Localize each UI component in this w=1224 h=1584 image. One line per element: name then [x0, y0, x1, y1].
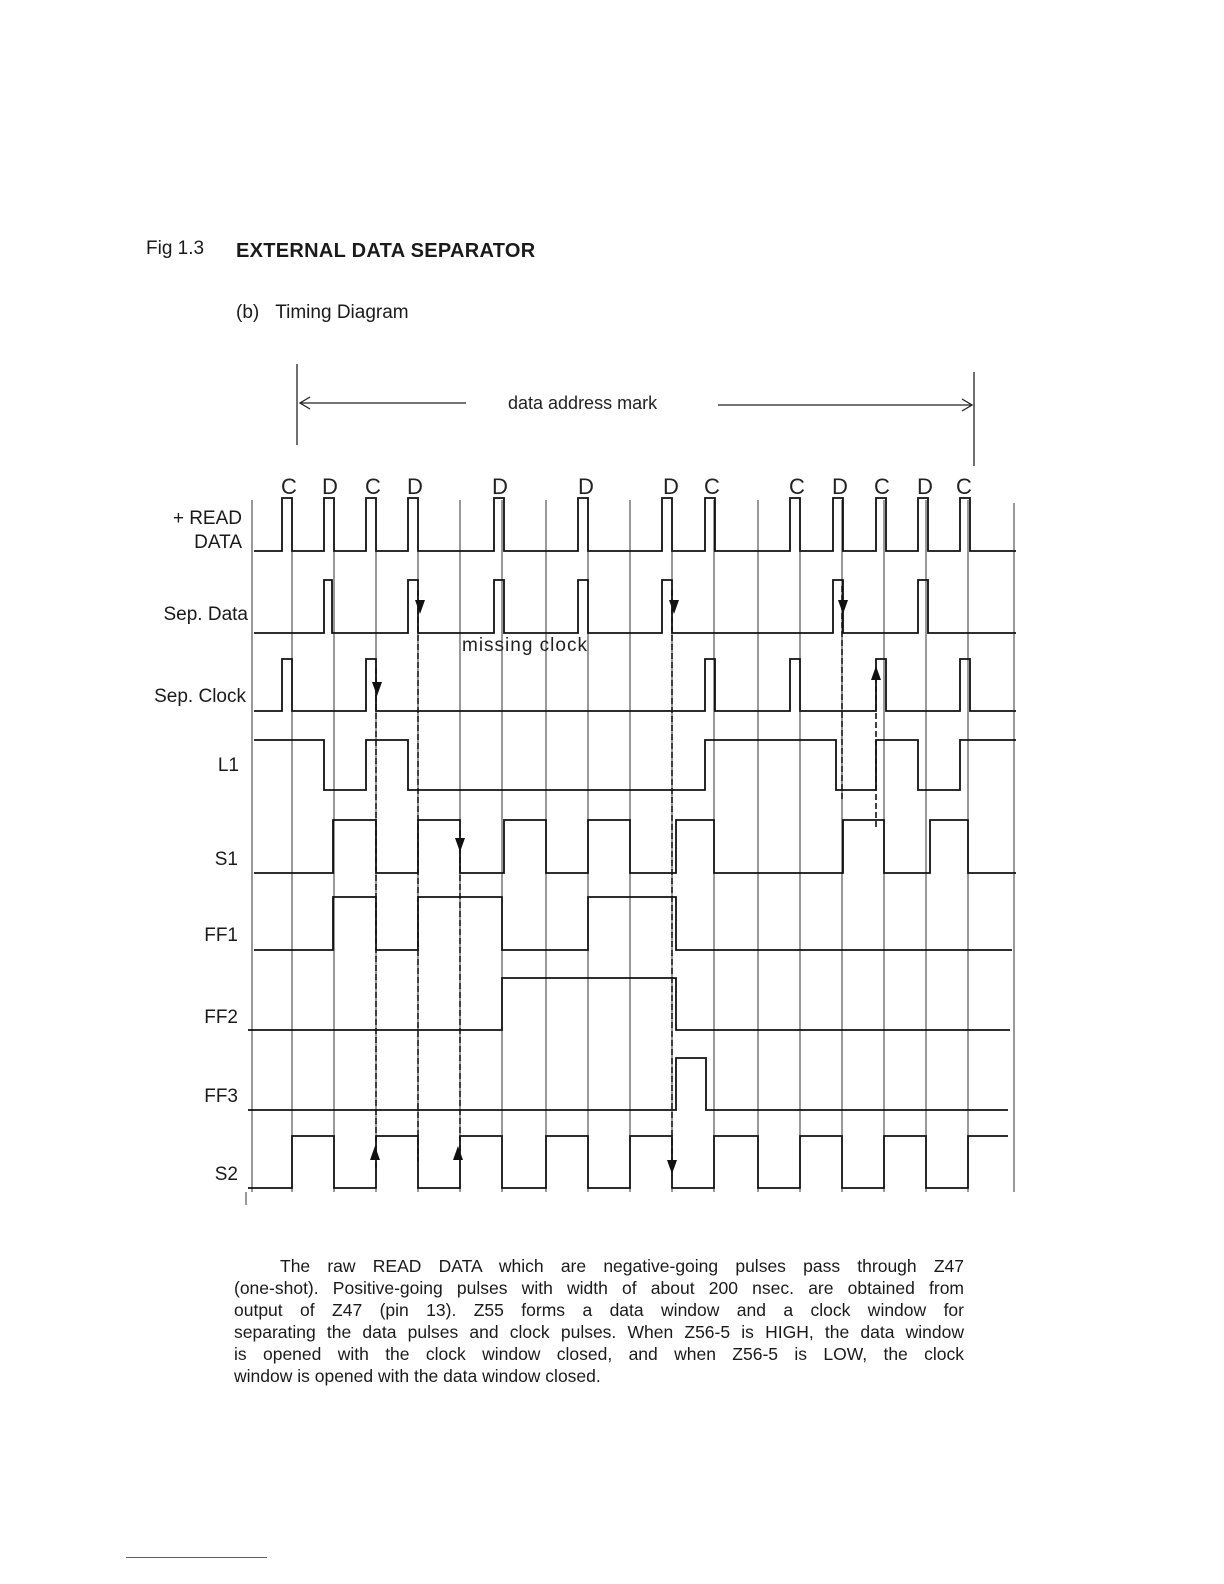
- caption-paragraph: [234, 1255, 964, 1387]
- bit-label-c-12: C: [956, 474, 972, 499]
- arrowhead-sep-data-1: [415, 600, 425, 614]
- bit-label-d-5: D: [578, 474, 594, 499]
- caption-line: The raw READ DATA which are negative-going pulses pass through Z47: [280, 1256, 964, 1276]
- cause-lines: [376, 586, 876, 1175]
- bit-label-c-0: C: [281, 474, 297, 499]
- label-l1: L1: [217, 755, 239, 776]
- arrowhead-s1: [455, 838, 465, 852]
- label-sep-data: Sep. Data: [163, 604, 248, 625]
- wave-read-data: [254, 498, 1016, 551]
- caption-line: output of Z47 (pin 13). Z55 forms a data window and a clock window for: [234, 1300, 964, 1320]
- missing-clock-annotation: missing clock: [462, 635, 588, 656]
- arrowhead-s2-3: [667, 1160, 677, 1174]
- caption-line: window is opened with the data window closed.: [234, 1366, 601, 1386]
- bit-label-c-10: C: [874, 474, 890, 499]
- arrowhead-s2-1: [370, 1146, 380, 1160]
- wave-ff2: [248, 978, 1010, 1030]
- arrowhead-s2-2: [453, 1146, 463, 1160]
- wave-s1: [254, 820, 1016, 873]
- bit-label-c-8: C: [789, 474, 805, 499]
- figure-number: Fig 1.3: [146, 238, 205, 259]
- subfigure-marker: (b): [236, 302, 260, 323]
- footer-rule: [126, 1557, 267, 1558]
- waveforms: [248, 498, 1016, 1188]
- bit-label-c-2: C: [365, 474, 381, 499]
- wave-ff3: [248, 1058, 1008, 1110]
- wave-s2: [248, 1136, 1008, 1188]
- label-sep-clock: Sep. Clock: [154, 686, 246, 707]
- wave-sep-clock: [254, 659, 1016, 711]
- bit-label-c-7: C: [704, 474, 720, 499]
- label-ff1: FF1: [204, 925, 238, 946]
- caption-line: (one-shot). Positive-going pulses with width of about 200 nsec. are obtained from: [234, 1278, 964, 1298]
- wave-l1: [254, 740, 1016, 790]
- data-address-mark-span: [297, 364, 974, 466]
- bit-label-d-1: D: [322, 474, 338, 499]
- label-s2: S2: [214, 1164, 238, 1185]
- bit-labels: [281, 474, 972, 499]
- bit-label-d-11: D: [917, 474, 933, 499]
- label-read-data-line2: DATA: [194, 532, 242, 553]
- caption-line: is opened with the clock window closed, and when Z56-5 is LOW, the clock: [234, 1344, 964, 1364]
- figure-title: EXTERNAL DATA SEPARATOR: [236, 240, 536, 262]
- wave-ff1: [254, 897, 1012, 950]
- arrowhead-sep-clock-1: [372, 682, 382, 696]
- label-s1: S1: [214, 849, 238, 870]
- arrowheads: [370, 600, 881, 1174]
- wave-sep-data: [254, 580, 1016, 633]
- bit-label-d-6: D: [663, 474, 679, 499]
- label-ff2: FF2: [204, 1007, 238, 1028]
- arrowhead-sep-data-3: [838, 600, 848, 614]
- bit-label-d-4: D: [492, 474, 508, 499]
- bit-label-d-9: D: [832, 474, 848, 499]
- span-label: data address mark: [508, 393, 658, 413]
- arrowhead-sep-data-2: [669, 600, 679, 614]
- label-ff3: FF3: [204, 1086, 238, 1107]
- subfigure-title: Timing Diagram: [275, 302, 409, 323]
- bit-label-d-3: D: [407, 474, 423, 499]
- arrowhead-sep-clock-2: [871, 666, 881, 680]
- caption-line: separating the data pulses and clock pulses. When Z56-5 is HIGH, the data window: [234, 1322, 964, 1342]
- label-read-data-line1: + READ: [172, 508, 242, 529]
